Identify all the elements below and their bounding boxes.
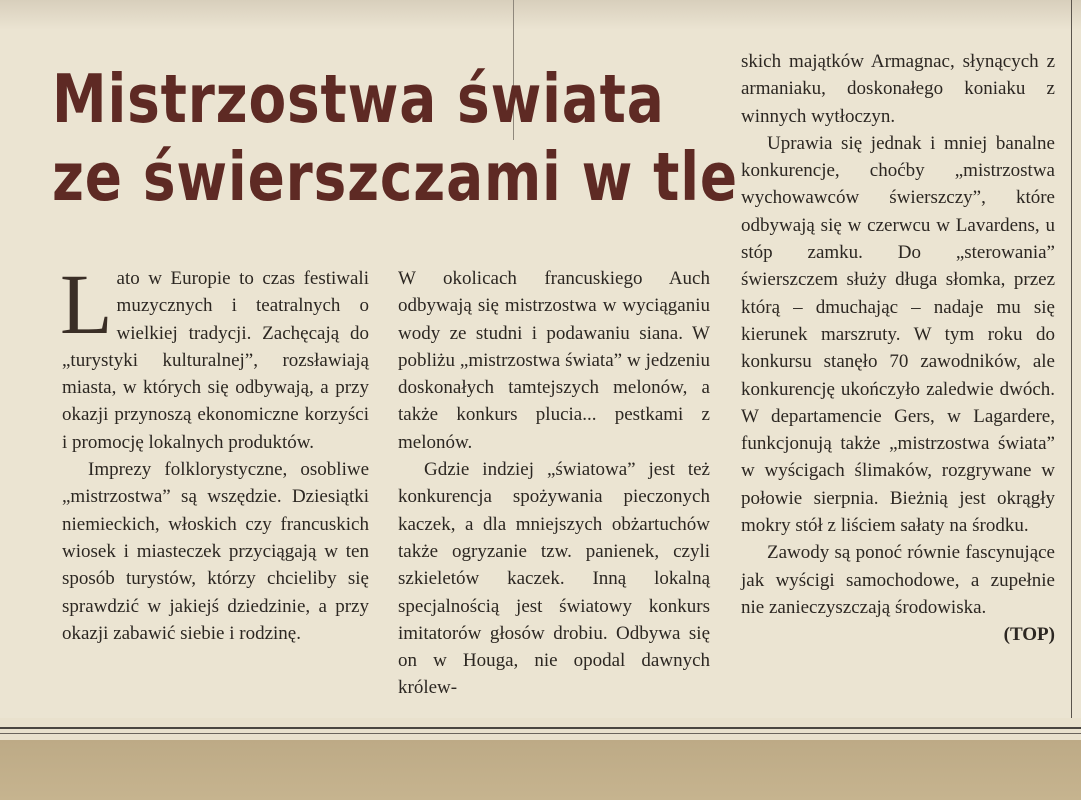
paragraph: W okolicach francuskiego Auch odbywają się mistrzostwa w wyciąganiu wody ze studni i podawaniu siana. W pobliżu „mistrzostwa świata” w jedzeniu doskonałych tamtejszych melonów, a także konkurs plucia... pestkami z melonów. bbox=[398, 268, 710, 453]
paragraph: skich majątków Armagnac, słynących z armaniaku, doskonałego koniaku z winnych wytłoczyn. bbox=[741, 51, 1055, 127]
paragraph: Imprezy folklorystyczne, osobliwe „mistrzostwa” są wszędzie. Dziesiątki niemieckich, włoskich czy francuskich wiosek i miasteczek przyciągają w ten sposób turystów, którzy chcieliby się sprawdzić w jakiejś dziedzinie, a przy okazji zabawić siebie i rodzinę. bbox=[62, 459, 369, 644]
article-column-1 bbox=[60, 256, 369, 647]
page-bottom-rule-2 bbox=[0, 733, 1081, 734]
author-byline: (TOP) bbox=[1003, 624, 1055, 646]
article-headline bbox=[52, 60, 738, 216]
paragraph: Uprawia się jednak i mniej banalne konkurencje, choćby „mistrzostwa wychowawców świerszczy”, które odbywają się w czerwcu w Lavardens, u stóp zamku. Do „sterowania” świerszczem służy długa słomka, przez którą – dmuchając – nadaje mu się kierunek marszruty. W tym roku do konkursu stanęło 70 zawodników, ale konkurencję ukończyło zaledwie dwóch. W departamencie Gers, w Lagardere, funkcjonują także „mistrzostwa świata” w wyścigach ślimaków, rozgrywane w połowie sierpnia. Bieżnią jest okrągły mokry stół z liściem sałaty na środku. bbox=[741, 132, 1055, 537]
article-column-3 bbox=[741, 48, 1055, 649]
article-column-2 bbox=[398, 265, 710, 702]
paragraph-closing bbox=[741, 539, 1055, 646]
paragraph: Gdzie indziej „światowa” jest też konkurencja spożywania pieczonych kaczek, a dla mniejszych obżartuchów także ogryzanie tzw. panienek, czyli szkieletów kaczek. Inną lokalną specjalnością jest światowy konkurs imitatorów głosów drobiu. Odbywa się on w Houga, nie opodal dawnych królew- bbox=[398, 459, 710, 699]
paragraph-closing-text: Zawody są ponoć równie fascynujące jak wyścigi samochodowe, a zupełnie nie zanieczyszczają środowiska. bbox=[741, 542, 1055, 618]
paragraph-intro-text: ato w Europie to czas festiwali muzycznych i teatralnych o wielkiej tradycji. Zachęcają do „turystyki kulturalnej”, rozsławiają miasta, w których się odbywają, a przy okazji przynoszą ekonomiczne korzyści i promocję lokalnych produktów. bbox=[62, 268, 369, 453]
column-divider-right bbox=[1071, 0, 1072, 718]
headline-line-2: ze świerszczami w tle bbox=[52, 138, 738, 216]
page-margin-band bbox=[0, 740, 1081, 800]
paragraph-intro bbox=[60, 256, 369, 456]
headline-line-1: Mistrzostwa świata bbox=[52, 60, 665, 138]
page-bottom-rule bbox=[0, 727, 1081, 729]
drop-cap: L bbox=[60, 256, 113, 352]
